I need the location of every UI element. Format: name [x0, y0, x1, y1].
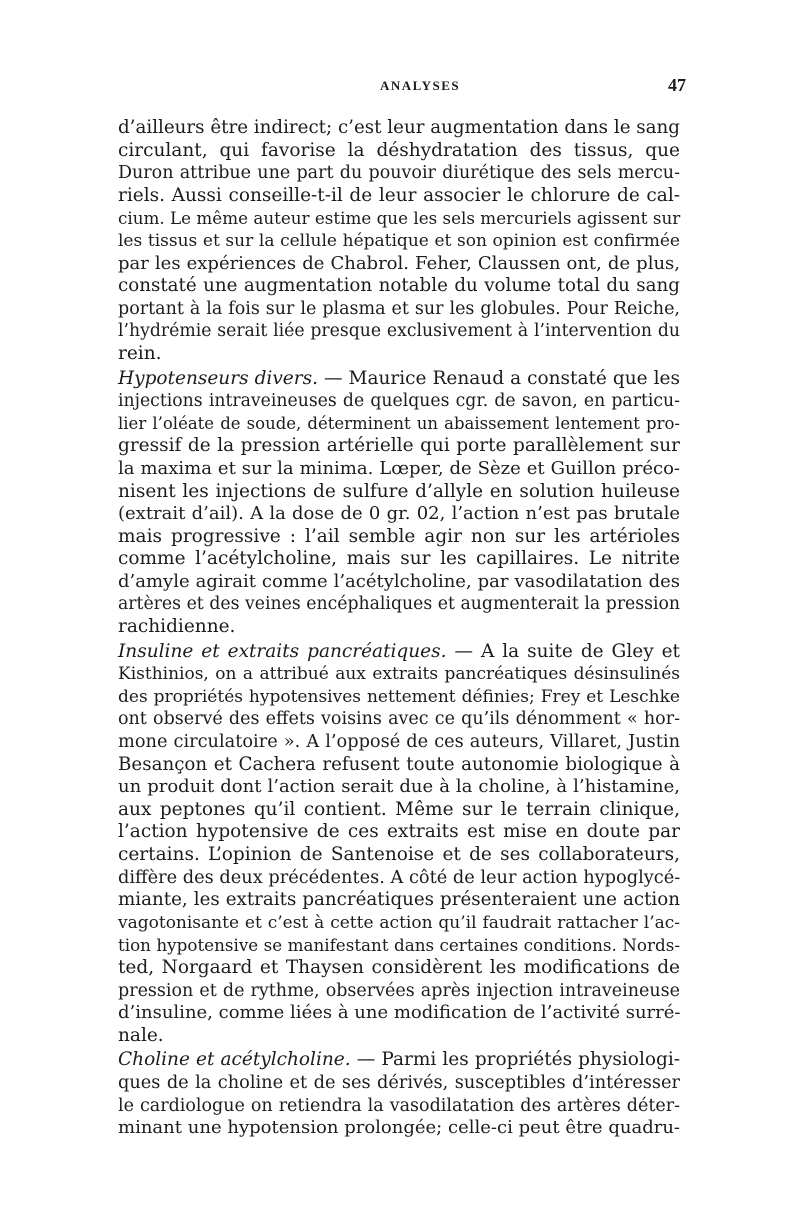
- body-text: [118, 117, 680, 1140]
- text-line: un produit dont l’action serait due à la choline, à l’histamine,: [118, 776, 680, 798]
- text-line: ques de la choline et de ses dérivés, susceptibles d’intéresser: [118, 1072, 680, 1093]
- section-heading: Choline et acétylcholine.: [118, 1049, 351, 1071]
- text-line: circulant, qui favorise la déshydratation des tissus, que: [118, 139, 680, 161]
- text-line: mone circulatoire ». A l’opposé de ces auteurs, Villaret, Justin: [118, 732, 680, 753]
- text-line: d’amyle agirait comme l’acétylcholine, par vasodilatation des: [118, 570, 680, 592]
- text-line: comme l’acétylcholine, mais sur les capillaires. Le nitrite: [118, 548, 680, 570]
- text-line: cium. Le même auteur estime que les sels mercuriels agissent sur: [118, 208, 681, 229]
- paragraph-hypotenseurs-divers: [118, 368, 680, 639]
- paragraph-mercurial-salts: [118, 117, 680, 366]
- text-line: rachidienne.: [118, 616, 236, 638]
- text-line: [118, 641, 680, 664]
- text-line: certains. L’opinion de Santenoise et de ses collaborateurs,: [118, 844, 680, 865]
- text-line: d’insuline, comme liées à une modification de l’activité surré-: [118, 1002, 681, 1024]
- text-line: (extrait d’ail). A la dose de 0 gr. 02, l’action n’est pas brutale: [118, 503, 680, 525]
- text-line: injections intraveineuses de quelques cgr. de savon, en particu-: [118, 391, 680, 412]
- text-line: ont observé des effets voisins avec ce qu’ils dénomment « hor-: [118, 709, 680, 730]
- text-line: portant à la fois sur le plasma et sur les globules. Pour Reiche,: [118, 298, 680, 319]
- running-header: [0, 75, 800, 100]
- section-heading: Insuline et extraits pancréatiques.: [118, 640, 447, 662]
- text-line: nale.: [118, 1024, 164, 1046]
- text-line: par les expériences de Chabrol. Feher, Claussen ont, de plus,: [118, 252, 680, 274]
- text-line: l’action hypotensive de ces extraits est mise en doute par: [118, 821, 680, 843]
- text-line: d’ailleurs être indirect; c’est leur augmentation dans le sang: [118, 117, 680, 138]
- text-line: pression et de rythme, observées après injection intraveineuse: [118, 980, 680, 1001]
- paragraph-choline: [118, 1049, 680, 1139]
- text-line: lier l’oléate de soude, déterminent un abaissement lentement pro-: [118, 413, 680, 433]
- section-heading: Hypotenseurs divers.: [118, 367, 318, 389]
- text-line: constaté une augmentation notable du volume total du sang: [118, 275, 680, 297]
- running-title: ANALYSES: [380, 78, 461, 93]
- page-number: 47: [668, 75, 686, 95]
- text-line: des propriétés hypotensives nettement définies; Frey et Leschke: [118, 686, 680, 707]
- paragraph-insuline: [118, 641, 680, 1048]
- text-line: vagotonisante et c’est à cette action qu’il faudrait rattacher l’ac-: [118, 912, 680, 933]
- text-line: nisent les injections de sulfure d’allyle en solution huileuse: [118, 480, 680, 502]
- text-line: minant une hypotension prolongée; celle-ci peut être quadru-: [118, 1117, 680, 1139]
- text-line: miante, les extraits pancréatiques présenteraient une action: [118, 889, 680, 911]
- text-line: artères et des veines encéphaliques et augmenterait la pression: [118, 594, 680, 615]
- text-line: les tissus et sur la cellule hépatique et son opinion est confirmée: [118, 230, 680, 251]
- text-line: gressif de la pression artérielle qui porte parallèlement sur: [118, 435, 680, 457]
- text-line: Kisthinios, on a attribué aux extraits pancréatiques désinsulinés: [118, 664, 680, 685]
- text-line: rein.: [118, 342, 162, 364]
- text-line: ted, Norgaard et Thaysen considèrent les modifications de: [118, 956, 680, 978]
- heading-continuation: — A la suite de Gley et: [454, 640, 680, 662]
- text-line: [118, 1049, 680, 1072]
- heading-continuation: — Maurice Renaud a constaté que les: [323, 367, 680, 389]
- text-line: [118, 368, 680, 391]
- heading-continuation: — Parmi les propriétés physiologi-: [356, 1049, 681, 1071]
- text-line: mais progressive : l’ail semble agir non sur les artérioles: [118, 525, 680, 547]
- text-line: Besançon et Cachera refusent toute autonomie biologique à: [118, 753, 680, 775]
- text-line: l’hydrémie serait liée presque exclusivement à l’intervention du: [118, 321, 680, 342]
- text-line: tion hypotensive se manifestant dans certaines conditions. Nords-: [118, 935, 680, 956]
- text-line: aux peptones qu’il contient. Même sur le terrain clinique,: [118, 798, 680, 820]
- text-line: riels. Aussi conseille-t-il de leur associer le chlorure de cal-: [118, 184, 680, 206]
- text-line: diffère des deux précédentes. A côté de leur action hypoglycé-: [118, 867, 681, 888]
- text-line: la maxima et sur la minima. Lœper, de Sèze et Guillon préco-: [118, 457, 680, 479]
- text-line: le cardiologue on retiendra la vasodilatation des artères déter-: [118, 1095, 680, 1116]
- text-line: Duron attribue une part du pouvoir diurétique des sels mercu-: [118, 163, 680, 184]
